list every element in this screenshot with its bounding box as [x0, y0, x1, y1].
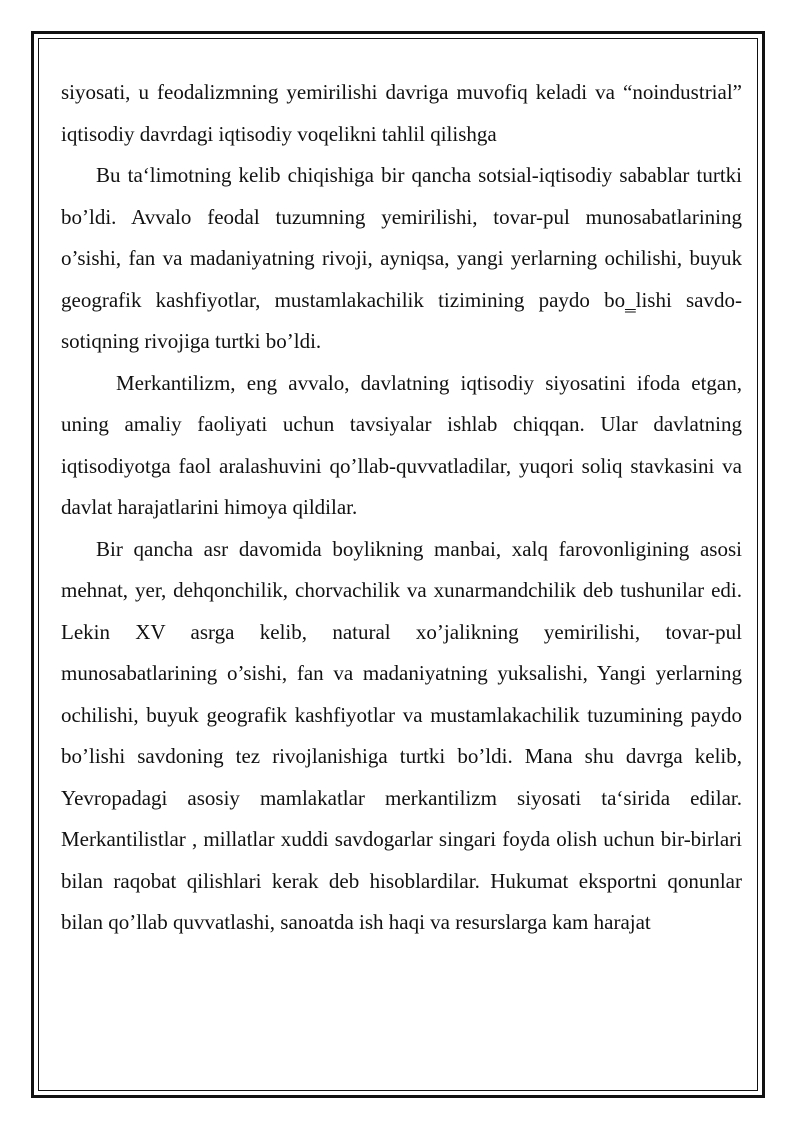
paragraph-3: Merkantilizm, eng avvalo, davlatning iqtisodiy siyosatini ifoda etgan, uning amaliy faoliyati uchun tavsiyalar ishlab chiqqan. Ular davlatning iqtisodiyotga faol aralashuvini qo’llab-quvvatladilar, yuqori soliq stavkasini va davlat harajatlarini himoya qildilar.	[61, 370, 742, 519]
paragraph-2: Bu ta‘limotning kelib chiqishiga bir qancha sotsial-iqtisodiy sabablar turtki bo’ldi. Avvalo feodal tuzumning yemirilishi, tovar-pul munosabatlarining o’sishi, fan va madaniyatning rivoji, ayniqsa, yangi yerlarning ochilishi, buyuk geografik kashfiyotlar, mustamlakachilik tizimining paydo bo‗lishi savdo-sotiqning rivojiga turtki bo’ldi.	[61, 163, 742, 353]
document-body	[61, 72, 742, 944]
paragraph-1: siyosati, u feodalizmning yemirilishi davriga muvofiq keladi va “noindustrial” iqtisodiy davrdagi iqtisodiy voqelikni tahlil qilishga	[61, 80, 742, 146]
paragraph-4: Bir qancha asr davomida boylikning manbai, xalq farovonligining asosi mehnat, yer, dehqonchilik, chorvachilik va xunarmandchilik deb tushunilar edi. Lekin XV asrga kelib, natural xo’jalikning yemirilishi, tovar-pul munosabatlarining o’sishi, fan va madaniyatning yuksalishi, Yangi yerlarning ochilishi, buyuk geografik kashfiyotlar va mustamlakachilik tuzumining paydo bo’lishi savdoning tez rivojlanishiga turtki bo’ldi. Mana shu davrga kelib, Yevropadagi asosiy mamlakatlar merkantilizm siyosati ta‘sirida edilar. Merkantilistlar , millatlar xuddi savdogarlar singari foyda olish uchun bir-birlari bilan raqobat qilishlari kerak deb hisoblardilar. Hukumat eksportni qonunlar bilan qo’llab quvvatlashi, sanoatda ish haqi va resurslarga kam harajat	[61, 536, 742, 934]
